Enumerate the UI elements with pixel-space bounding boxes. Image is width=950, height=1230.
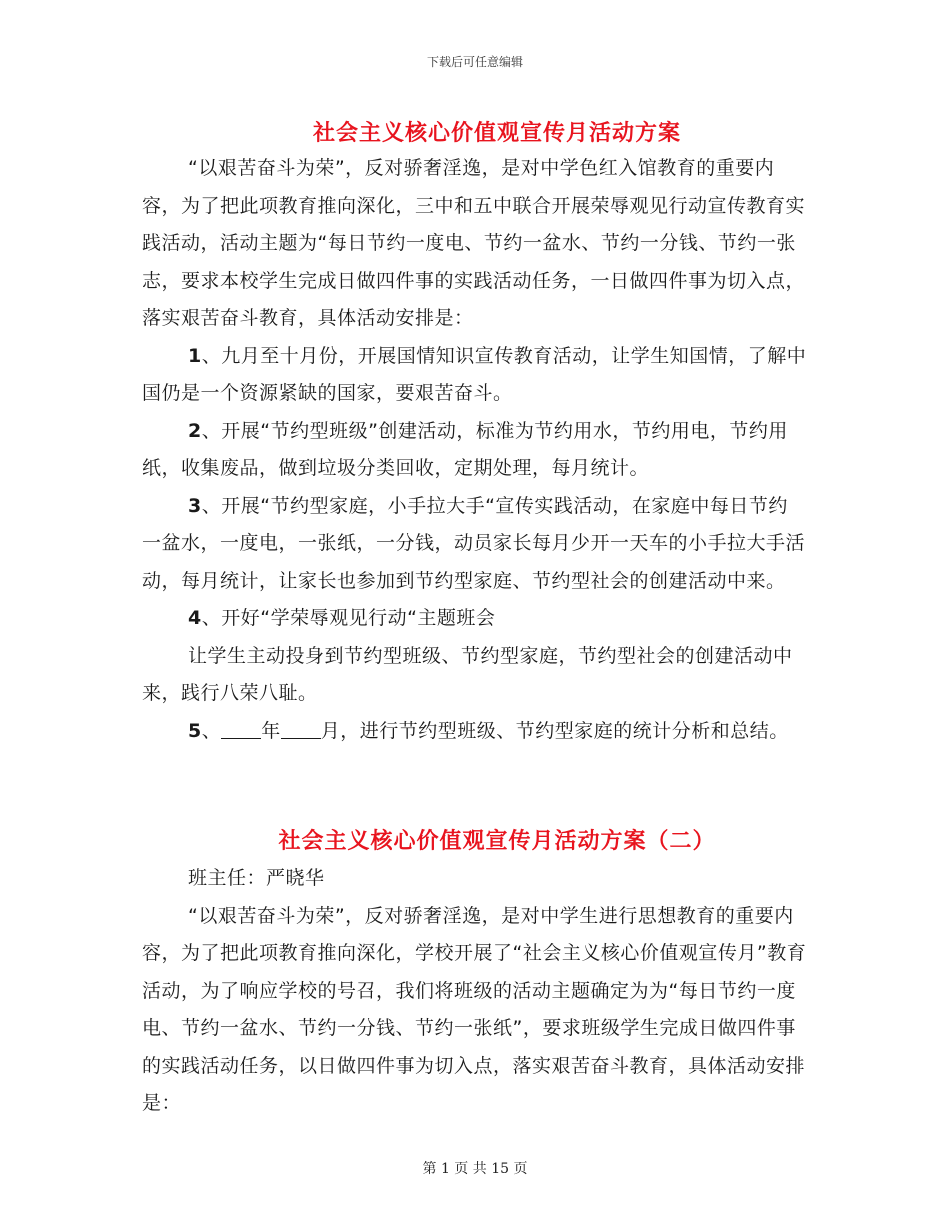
section-two-title: 社会主义核心价值观宣传月活动方案（二） [278, 829, 716, 854]
item-text: 、开展“节约型家庭，小手拉大手“宣传实践活动，在家庭中每日节约一盆水，一度电，一张纸，一分钱，动员家长每月少开一天车的小手拉大手活动，每月统计，让家长也参加到节约型家庭、节约型社会的创建活动中来。 [142, 494, 806, 592]
item-4-detail: 让学生主动投身到节约型班级、节约型家庭，节约型社会的创建活动中来，践行八荣八耻。 [142, 644, 793, 704]
item-separator: 、 [201, 719, 222, 742]
item-text: 、开好“学荣辱观见行动“主题班会 [201, 607, 496, 629]
list-item-2 [142, 413, 807, 488]
month-label: 月 [320, 719, 341, 742]
section-one-body [142, 150, 807, 750]
year-label: 年 [261, 719, 281, 742]
page-footer: 第 1 页 共 15 页 [422, 1161, 528, 1177]
list-item-1 [142, 338, 807, 413]
item-text: ，进行节约型班级、节约型家庭的统计分析和总结。 [340, 719, 789, 742]
section-two-body [142, 860, 807, 1123]
item-number: 4 [188, 607, 202, 629]
intro-paragraph-2: “以艰苦奋斗为荣”，反对骄奢淫逸，是对中学生进行思想教育的重要内容，为了把此项教育推向深化，学校开展了“社会主义核心价值观宣传月”教育活动，为了响应学校的号召，我们将班级的活动主题确定为为“每日节约一度电、节约一盆水、节约一分钱、节约一张纸”，要求班级学生完成日做四件事的实践活动任务，以日做四件事为切入点，落实艰苦奋斗教育，具体活动安排是： [142, 904, 807, 1114]
header-note: 下载后可任意编辑 [426, 55, 523, 69]
document-title: 社会主义核心价值观宣传月活动方案 [312, 121, 681, 146]
month-blank [281, 720, 321, 739]
teacher-line: 班主任：严晓华 [188, 867, 325, 889]
list-item-5 [142, 713, 807, 751]
intro-paragraph: “以艰苦奋斗为荣”，反对骄奢淫逸，是对中学色红入馆教育的重要内容，为了把此项教育推向深化，三中和五中联合开展荣辱观见行动宣传教育实践活动，活动主题为“每日节约一度电、节约一盆水、节约一分钱、节约一张志，要求本校学生完成日做四件事的实践活动任务，一日做四件事为切入点，落实艰苦奋斗教育，具体活动安排是： [142, 157, 806, 329]
list-item-4 [142, 600, 807, 638]
item-number: 2 [188, 419, 202, 442]
year-blank [221, 720, 261, 739]
item-number: 1 [188, 344, 202, 367]
item-number: 3 [188, 494, 202, 517]
item-text: 、开展“节约型班级”创建活动，标准为节约用水，节约用电，节约用纸，收集废品，做到垃圾分类回收，定期处理，每月统计。 [142, 419, 788, 479]
item-number: 5 [188, 719, 202, 742]
list-item-3 [142, 488, 807, 601]
item-text: 、九月至十月份，开展国情知识宣传教育活动，让学生知国情，了解中国仍是一个资源紧缺的国家，要艰苦奋斗。 [142, 344, 807, 404]
